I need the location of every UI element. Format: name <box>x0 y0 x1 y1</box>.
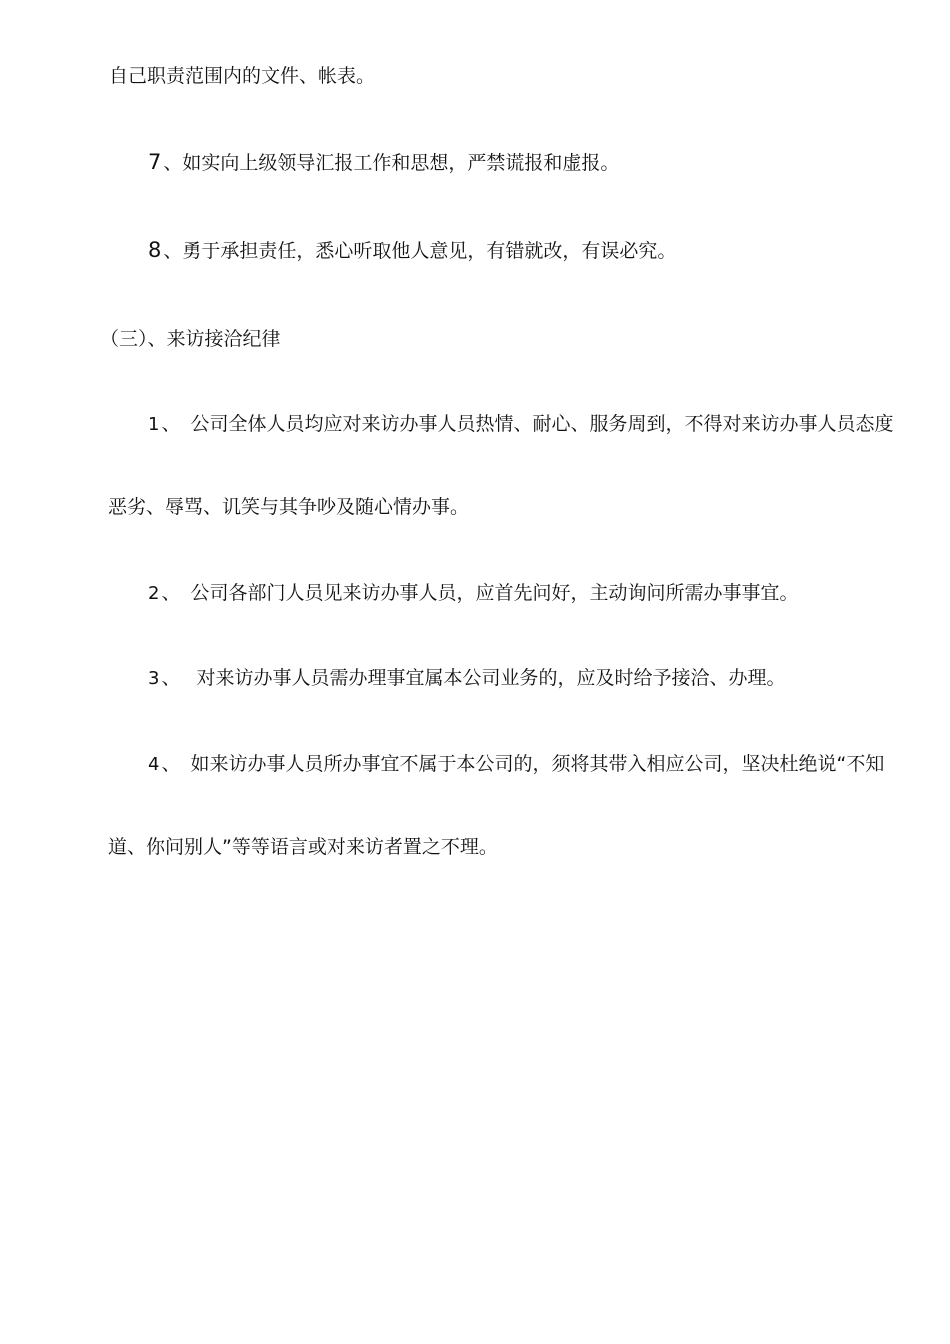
item-text: 勇于承担责任，悉心听取他人意见，有错就改，有误必究。 <box>182 240 677 262</box>
visitor-rule-2 <box>148 581 798 606</box>
item-number: 4 <box>148 754 160 775</box>
visitor-rule-4 <box>148 752 884 777</box>
visitor-rule-1-continuation <box>108 495 469 519</box>
item-separator: 、 <box>161 413 181 435</box>
item-text: 如来访办事人员所办事宜不属于本公司的，须将其带入相应公司，坚决杜绝说“不知 <box>190 753 885 775</box>
item-text: 公司各部门人员见来访办事人员，应首先问好，主动询问所需办事事宜。 <box>190 582 799 604</box>
item-separator: 、 <box>161 753 181 775</box>
section-heading <box>100 327 281 351</box>
item-text: 如实向上级领导汇报工作和思想，严禁谎报和虚报。 <box>182 152 620 174</box>
item-number: 1 <box>148 414 160 435</box>
item-separator: 、 <box>161 667 181 689</box>
rule-item-7 <box>148 150 619 175</box>
item-text: 对来访办事人员需办理事宜属本公司业务的，应及时给予接洽、办理。 <box>196 667 786 689</box>
item-text: 恶劣、辱骂、讥笑与其争吵及随心情办事。 <box>108 496 470 518</box>
paragraph-text: 自己职责范围内的文件、帐表。 <box>109 65 376 87</box>
item-text: 公司全体人员均应对来访办事人员热情、耐心、服务周到，不得对来访办事人员态度 <box>190 413 894 435</box>
item-number: 8 <box>148 238 162 262</box>
visitor-rule-4-continuation <box>108 835 498 859</box>
item-number: 7 <box>148 150 162 174</box>
item-text: 道、你问别人”等等语言或对来访者置之不理。 <box>108 836 498 858</box>
visitor-rule-1 <box>148 412 893 437</box>
item-separator: 、 <box>163 152 183 174</box>
item-number: 3 <box>148 668 160 689</box>
rule-item-8 <box>148 238 676 263</box>
visitor-rule-3 <box>148 666 785 691</box>
paragraph-continuation <box>109 64 375 88</box>
item-separator: 、 <box>161 582 181 604</box>
item-separator: 、 <box>163 240 183 262</box>
item-number: 2 <box>148 583 160 604</box>
section-title: （三）、来访接洽纪律 <box>100 328 281 350</box>
